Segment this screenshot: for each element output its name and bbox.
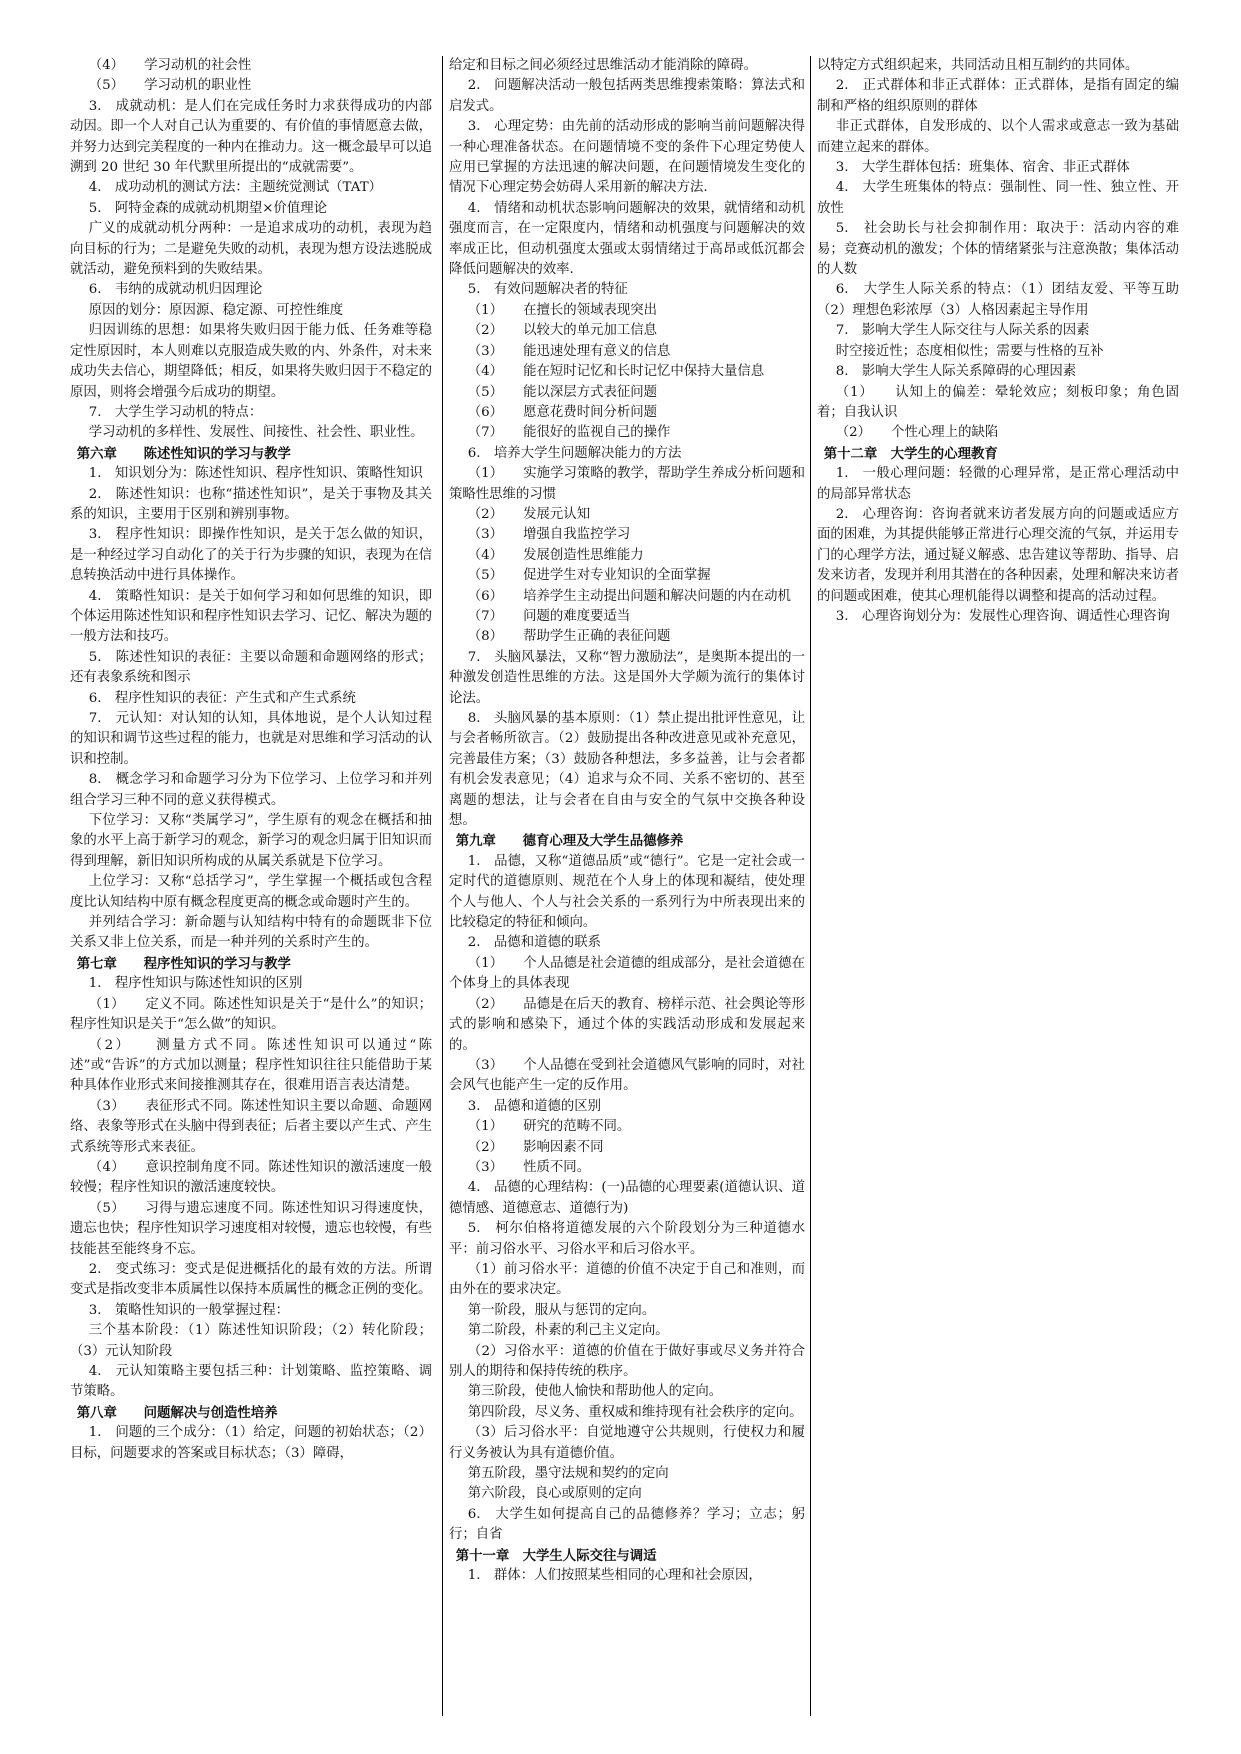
text-paragraph: 1. 群体：人们按照某些相同的心理和社会原因， — [467, 1568, 762, 1584]
column-middle — [442, 56, 805, 1716]
text-paragraph: （2） 以较大的单元加工信息 — [467, 323, 658, 339]
text-paragraph: 1. 知识划分为：陈述性知识、程序性知识、策略性知识 — [88, 466, 423, 482]
text-paragraph: 第四阶段，尽义务、重权威和维持现有社会秩序的定向。 — [467, 1404, 803, 1420]
text-paragraph: 8. 影响大学生人际关系障碍的心理因素 — [835, 364, 1077, 380]
text-paragraph: 第五阶段，墨守法规和契约的定向 — [467, 1466, 669, 1482]
text-paragraph: 学习动机的多样性、发展性、间接性、社会性、职业性。 — [88, 425, 424, 441]
text-paragraph: （4） 发展创造性思维能力 — [467, 547, 644, 563]
document-page — [70, 56, 1200, 1716]
text-paragraph: 4. 策略性知识：是关于如何学习和如何思维的知识，即个体运用陈述性知识和程序性知识去学习、记忆、解决为题的一般方法和技巧。 — [70, 588, 432, 645]
text-paragraph: （1） 认知上的偏差：晕轮效应；刻板印象；角色固着；自我认识 — [817, 384, 1179, 420]
text-paragraph: （7） 能很好的监视自己的操作 — [467, 425, 671, 441]
chapter-heading: 第八章 问题解决与创造性培养 — [76, 1404, 278, 1421]
text-paragraph: 4. 情绪和动机状态影响问题解决的效果，就情绪和动机强度而言，在一定限度内，情绪和动机强度与问题解决的效率成正比，但动机强度太强或太弱情绪过于高昂或低沉都会降低问题解决的效率. — [449, 200, 805, 278]
text-paragraph: （4） 意识控制角度不同。陈述性知识的激活速度一般较慢；程序性知识的激活速度较快。 — [70, 1159, 432, 1196]
text-paragraph: 3. 大学生群体包括：班集体、宿舍、非正式群体 — [835, 160, 1130, 176]
text-paragraph: 7. 影响大学生人际交往与人际关系的因素 — [835, 323, 1090, 339]
text-paragraph: 5. 有效问题解决者的特征 — [467, 282, 628, 298]
text-paragraph: （5） 促进学生对专业知识的全面掌握 — [467, 568, 711, 584]
text-paragraph: 8. 概念学习和命题学习分为下位学习、上位学习和并列组合学习三种不同的意义获得模式。 — [70, 772, 432, 808]
text-paragraph: 5. 柯尔伯格将道德发展的六个阶段划分为三种道德水平：前习俗水平、习俗水平和后习俗水平。 — [449, 1221, 805, 1257]
text-paragraph: 原因的划分：原因源、稳定源、可控性维度 — [88, 302, 344, 318]
text-paragraph: 4. 大学生班集体的特点：强制性、同一性、独立性、开放性 — [817, 180, 1179, 216]
text-paragraph: （6） 培养学生主动提出问题和解决问题的内在动机 — [467, 588, 791, 604]
text-paragraph: （1）前习俗水平：道德的价值不决定于自己和准则，而由外在的要求决定。 — [449, 1261, 805, 1298]
text-paragraph: （1） 在擅长的领域表现突出 — [467, 302, 658, 318]
text-paragraph: 3. 心理定势：由先前的活动形成的影响当前问题解决得一种心理准备状态。在问题情境不变的条件下心理定势使人应用已掌握的方法迅速的解决问题，在问题情境发生变化的情况下心理定势会妨碍人采用新的解决方法. — [449, 119, 805, 196]
text-paragraph: 8. 头脑风暴的基本原则：（1）禁止提出批评性意见，让与会者畅所欲言。（2）鼓励提出各种改进意见或补充意见，完善最佳方案；（3）鼓励各种想法，多多益善，让与会者都有机会发表意见；（4）追求与众不同、关系不密切的、甚至离题的想法，让与会者在自由与安全的气氛中交换各种设想。 — [449, 711, 805, 829]
text-paragraph: （3） 能迅速处理有意义的信息 — [467, 343, 671, 359]
text-paragraph: 3. 心理咨询划分为：发展性心理咨询、调适性心理咨询 — [835, 608, 1170, 624]
text-paragraph: 给定和目标之间必须经过思维活动才能消除的障碍。 — [449, 58, 757, 73]
text-paragraph: 第三阶段，使他人愉快和帮助他人的定向。 — [467, 1384, 723, 1400]
text-paragraph: 第二阶段，朴素的利己主义定向。 — [467, 1323, 669, 1339]
text-paragraph: 4. 品德的心理结构：(一)品德的心理要素(道德认识、道德情感、道德意志、道德行为) — [449, 1180, 805, 1216]
text-paragraph: 1. 程序性知识与陈述性知识的区别 — [88, 976, 303, 992]
text-paragraph: 7. 头脑风暴法，又称“智力激励法”，是奥斯本提出的一种激发创造性思维的方法。这是国外大学颇为流行的集体讨论法。 — [449, 649, 805, 706]
text-paragraph: 3. 策略性知识的一般掌握过程： — [88, 1302, 289, 1318]
column-left — [70, 56, 432, 1716]
text-paragraph: （3） 性质不同。 — [467, 1159, 591, 1175]
chapter-heading: 第十一章 大学生人际交往与调适 — [455, 1547, 657, 1564]
text-paragraph: 1. 一般心理问题：轻微的心理异常，是正常心理活动中的局部异常状态 — [817, 466, 1179, 502]
text-paragraph: 2. 品德和道德的联系 — [467, 935, 602, 951]
text-paragraph: （2）习俗水平：道德的价值在于做好事或尽义务并符合别人的期待和保持传统的秩序。 — [449, 1343, 805, 1379]
text-paragraph: 7. 元认知：对认知的认知，具体地说，是个人认知过程的知识和调节这些过程的能力，也就是对思维和学习活动的认识和控制。 — [70, 711, 432, 767]
text-paragraph: （3） 增强自我监控学习 — [467, 527, 631, 543]
text-paragraph: 6. 培养大学生问题解决能力的方法 — [467, 445, 682, 461]
text-paragraph: 3. 程序性知识：即操作性知识，是关于怎么做的知识，是一种经过学习自动化了的关于行为步骤的知识，表现为在信息转换活动中进行具体操作。 — [70, 527, 432, 584]
text-paragraph: 3. 品德和道德的区别 — [467, 1098, 602, 1114]
text-paragraph: （3）后习俗水平：自觉地遵守公共规则，行使权力和履行义务被认为具有道德价值。 — [449, 1425, 805, 1461]
text-paragraph: （7） 问题的难度要适当 — [467, 608, 631, 624]
text-paragraph: 归因训练的思想：如果将失败归因于能力低、任务难等稳定性原因时，本人则难以克服造成失败的内、外条件，对未来成功失去信心，期望降低；相反，如果将失败归因于不稳定的原因，则将会增强今后成功的期望。 — [70, 323, 432, 400]
text-paragraph: 1. 品德，又称“道德品质”或“德行”。它是一定社会或一定时代的道德原则、规范在个人身上的体现和凝结，使处理个人与他人、个人与社会关系的一系列行为中所表现出来的比较稳定的特征和倾向。 — [449, 853, 805, 931]
text-paragraph: 6. 韦纳的成就动机归因理论 — [88, 282, 263, 298]
text-paragraph: 1. 问题的三个成分：（1）给定，问题的初始状态；（2）目标，问题要求的答案或目标状态；（3）障碍， — [70, 1425, 432, 1461]
text-paragraph: 7. 大学生学习动机的特点： — [88, 404, 263, 420]
text-paragraph: （3） 表征形式不同。陈述性知识主要以命题、命题网络、表象等形式在头脑中得到表征；后者主要以产生式、产生式系统等形式来表征。 — [70, 1098, 432, 1155]
text-paragraph: 以特定方式组织起来，共同活动且相互制约的共同体。 — [817, 58, 1139, 73]
chapter-heading: 第六章 陈述性知识的学习与教学 — [76, 445, 291, 462]
text-paragraph: （6） 愿意花费时间分析问题 — [467, 404, 658, 420]
text-paragraph: 2. 心理咨询：咨询者就来访者发展方向的问题或适应方面的困难，为其提供能够正常进行心理交流的气氛，并运用专门的心理学方法，通过疑义解惑、忠告建议等帮助、指导、启发来访者，发现并利用其潜在的各种因素，处理和解决来访者的问题或困难，使其心理机能得以调整和提高的活动过程。 — [817, 506, 1179, 604]
text-paragraph: 上位学习：又称“总括学习”，学生掌握一个概括或包含程度比认知结构中原有概念程度更高的概念或命题时产生的。 — [70, 874, 432, 910]
text-paragraph: （2） 发展元认知 — [467, 506, 591, 522]
chapter-heading: 第九章 德育心理及大学生品德修养 — [455, 833, 684, 850]
text-paragraph: 时空接近性；态度相似性；需要与性格的互补 — [835, 343, 1104, 359]
text-paragraph: （5） 能以深层方式表征问题 — [467, 384, 658, 400]
text-paragraph: 并列结合学习：新命题与认知结构中特有的命题既非下位关系又非上位关系，而是一种并列的关系时产生的。 — [70, 915, 432, 951]
text-paragraph: 2. 陈述性知识：也称“描述性知识”，是关于事物及其关系的知识，主要用于区别和辨别事物。 — [70, 486, 432, 522]
text-paragraph: 第六阶段，良心或原则的定向 — [467, 1486, 642, 1502]
text-paragraph: 5. 社会助长与社会抑制作用：取决于：活动内容的难易；竞赛动机的激发；个体的情绪紧张与注意涣散；集体活动的人数 — [817, 221, 1179, 278]
text-paragraph: 4. 成功动机的测试方法：主题统觉测试（TAT） — [88, 180, 383, 196]
text-paragraph: 非正式群体，自发形成的、以个人需求或意志一致为基础而建立起来的群体。 — [817, 119, 1179, 155]
text-paragraph: 6. 程序性知识的表征：产生式和产生式系统 — [88, 690, 356, 706]
text-paragraph: 下位学习：又称“类属学习”，学生原有的观念在概括和抽象的水平上高于新学习的观念，新学习的观念归属于旧知识而得到理解，新旧知识所构成的从属关系就是下位学习。 — [70, 813, 432, 869]
text-paragraph: （2） 个性心理上的缺陷 — [835, 425, 999, 441]
text-paragraph: （5） 学习动机的职业性 — [88, 78, 252, 94]
text-paragraph: （5） 习得与遗忘速度不同。陈述性知识习得速度快，遗忘也快；程序性知识学习速度相对较慢，遗忘也较慢，有些技能甚至能终身不忘。 — [70, 1200, 432, 1257]
text-paragraph: 5. 陈述性知识的表征：主要以命题和命题网络的形式；还有表象系统和图示 — [70, 649, 432, 686]
text-paragraph: 6. 大学生如何提高自己的品德修养？学习；立志；躬行；自省 — [449, 1506, 805, 1543]
text-paragraph: （3） 个人品德在受到社会道德风气影响的同时，对社会风气也能产生一定的反作用。 — [449, 1057, 805, 1094]
text-paragraph: （4） 能在短时记忆和长时记忆中保持大量信息 — [467, 364, 765, 380]
text-paragraph: 2. 变式练习：变式是促进概括化的最有效的方法。所谓变式是指改变非本质属性以保持本质属性的概念正例的变化。 — [70, 1261, 432, 1298]
text-paragraph: （1） 研究的范畴不同。 — [467, 1119, 631, 1135]
text-paragraph: （1） 实施学习策略的教学，帮助学生养成分析问题和策略性思维的习惯 — [449, 466, 805, 502]
text-paragraph: 三个基本阶段：（1）陈述性知识阶段；（2）转化阶段；（3）元认知阶段 — [70, 1323, 432, 1359]
text-paragraph: （2） 品德是在后天的教育、榜样示范、社会舆论等形式的影响和感染下，通过个体的实践活动形成和发展起来的。 — [449, 996, 805, 1053]
text-paragraph: 5. 阿特金森的成就动机期望×价值理论 — [88, 200, 327, 216]
text-paragraph: 第一阶段，服从与惩罚的定向。 — [467, 1302, 656, 1318]
text-paragraph: （8） 帮助学生正确的表征问题 — [467, 629, 671, 645]
text-paragraph: （2） 影响因素不同 — [467, 1139, 604, 1155]
text-paragraph: （1） 个人品德是社会道德的组成部分，是社会道德在个体身上的具体表现 — [449, 955, 805, 992]
text-paragraph: 2. 问题解决活动一般包括两类思维搜索策略：算法式和启发式。 — [449, 78, 805, 114]
text-paragraph: 2. 正式群体和非正式群体：正式群体，是指有固定的编制和严格的组织原则的群体 — [817, 78, 1179, 114]
text-paragraph: 4. 元认知策略主要包括三种：计划策略、监控策略、调节策略。 — [70, 1364, 432, 1400]
text-paragraph: （2） 测量方式不同。陈述性知识可以通过“陈述”或“告诉”的方式加以测量；程序性知识往往只能借助于某种具体作业形式来间接推测其存在，很难用语言表达清楚。 — [70, 1037, 432, 1094]
column-right — [810, 56, 1179, 1716]
chapter-heading: 第七章 程序性知识的学习与教学 — [76, 955, 291, 972]
text-paragraph: （1） 定义不同。陈述性知识是关于“是什么”的知识；程序性知识是关于“怎么做”的知识。 — [70, 996, 432, 1033]
text-paragraph: 3. 成就动机：是人们在完成任务时力求获得成功的内部动因。即一个人对自己认为重要的、有价值的事情愿意去做，并努力达到完美程度的一种内在推动力。这一概念最早可以追溯到 20 世纪 30 年代默里所提出的“成就需要”。 — [70, 98, 432, 176]
text-paragraph: （4） 学习动机的社会性 — [88, 58, 252, 73]
chapter-heading: 第十二章 大学生的心理教育 — [823, 445, 998, 462]
text-paragraph: 广义的成就动机分两种：一是追求成功的动机，表现为趋向目标的行为；二是避免失败的动机，表现为想方设法逃脱成就活动，避免预料到的失败结果。 — [70, 221, 432, 278]
text-paragraph: 6. 大学生人际关系的特点：（1）团结友爱、平等互助（2）理想色彩浓厚（3）人格因素起主导作用 — [817, 282, 1179, 318]
